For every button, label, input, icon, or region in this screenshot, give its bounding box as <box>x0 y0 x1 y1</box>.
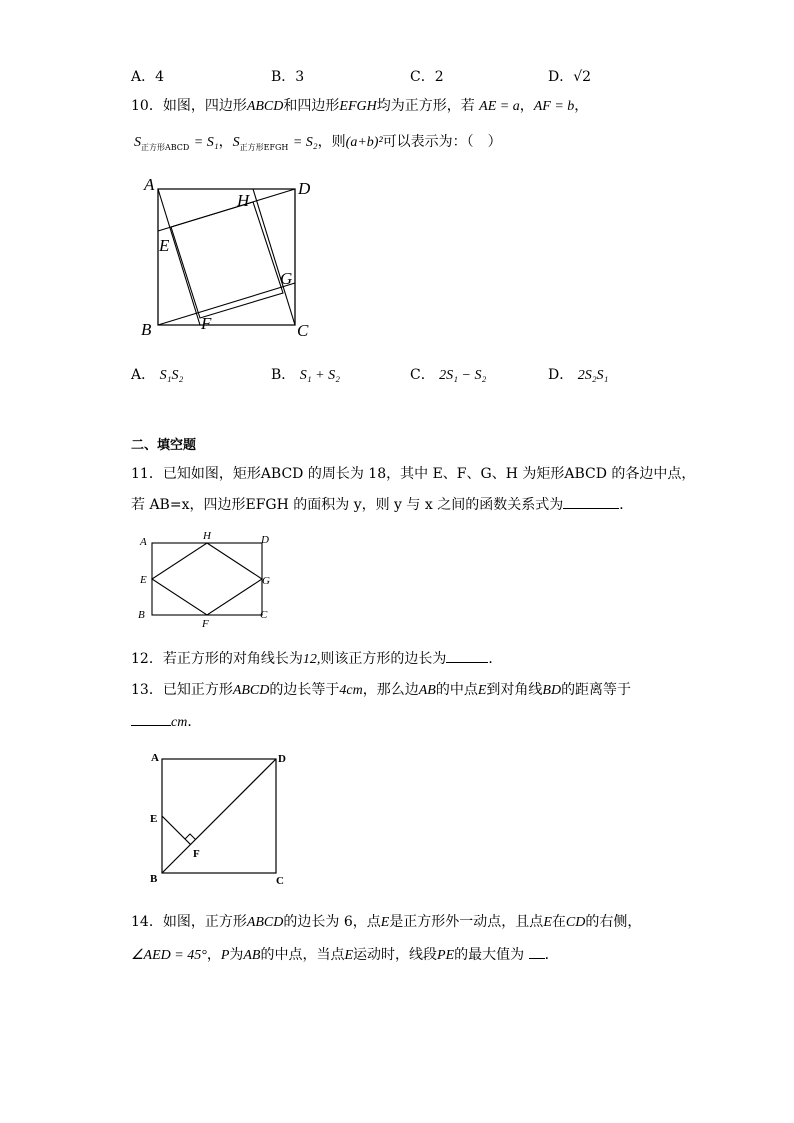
label-h: H <box>203 530 211 542</box>
q11-line-2: 若 AB=x，四边形EFGH 的面积为 y，则 y 与 x 之间的函数关系式为 ． <box>131 494 633 515</box>
q10-line-1: 10．如图，四边形ABCD和四边形EFGH均为正方形，若 AE = a，AF = b， <box>131 98 589 114</box>
label-c: C <box>297 321 309 340</box>
label-a: A <box>144 175 155 194</box>
q12-answer-blank[interactable] <box>446 648 488 663</box>
q14-line-1: 14．如图，正方形ABCD的边长为 6，点E是正方形外一动点，且点E在CD的右侧， <box>131 914 642 930</box>
q9-option-a: A．4 <box>131 69 165 85</box>
label-c: C <box>260 609 268 621</box>
q14-line-2: ∠AED = 45°，P为AB的中点，当点E运动时，线段PE的最大值为 ． <box>131 944 559 966</box>
label-e: E <box>140 574 147 586</box>
q10-option-d: D． 2S₂S₁ <box>548 367 609 383</box>
q10-figure <box>138 172 328 342</box>
q12-line: 12．若正方形的对角线长为12,则该正方形的边长为 ． <box>131 648 502 670</box>
label-g: G <box>280 269 293 288</box>
q9-option-c: C．2 <box>410 69 444 85</box>
q14-answer-blank[interactable] <box>529 944 545 959</box>
label-a: A <box>151 752 159 764</box>
label-f: F <box>202 618 209 630</box>
label-f: F <box>201 314 212 333</box>
q10-line-2: $S_{正方形ABCD} = S_1$，$S_{正方形EFGH} = S_2$，则(a+b)²可以表示为：（ ） <box>134 134 502 152</box>
label-d: D <box>261 534 269 546</box>
label-h: H <box>237 191 250 210</box>
q11-line-1: 11．已知如图，矩形ABCD 的周长为 18，其中 E、F、G、H 为矩形ABCD 的各边中点， <box>131 466 696 482</box>
label-b: B <box>150 873 158 885</box>
label-c: C <box>276 875 284 887</box>
rhombus-efgh <box>152 543 262 615</box>
segment-ef <box>162 816 191 845</box>
right-angle-mark <box>185 834 196 840</box>
q13-figure <box>145 746 295 891</box>
label-g: G <box>262 575 270 587</box>
q13-line-1: 13．已知正方形ABCD的边长等于4cm，那么边AB的中点E到对角线BD的距离等于 <box>131 682 632 698</box>
q13-answer-blank[interactable] <box>131 711 171 726</box>
rectangle-abcd <box>152 543 262 615</box>
label-e: E <box>159 236 170 255</box>
label-d: D <box>278 753 286 765</box>
q10-option-a: A． S₁S₂ <box>131 367 184 383</box>
label-b: B <box>138 609 145 621</box>
diagonal-bd <box>162 759 276 873</box>
label-d: D <box>298 179 311 198</box>
label-a: A <box>140 536 147 548</box>
section-title-fill-in: 二、填空题 <box>131 438 197 453</box>
q9-option-d: D．√2 <box>548 69 592 85</box>
q11-answer-blank[interactable] <box>563 494 619 509</box>
square-efgh <box>171 202 283 318</box>
q10-option-c: C． 2S₁ − S₂ <box>410 367 487 383</box>
q10-option-b: B． S₁ + S₂ <box>271 367 340 383</box>
label-e: E <box>150 813 158 825</box>
q9-option-b: B．3 <box>271 69 305 85</box>
label-b: B <box>141 320 152 339</box>
label-f: F <box>193 848 200 860</box>
q13-line-2: cm． <box>131 711 201 733</box>
q11-figure <box>132 526 282 632</box>
